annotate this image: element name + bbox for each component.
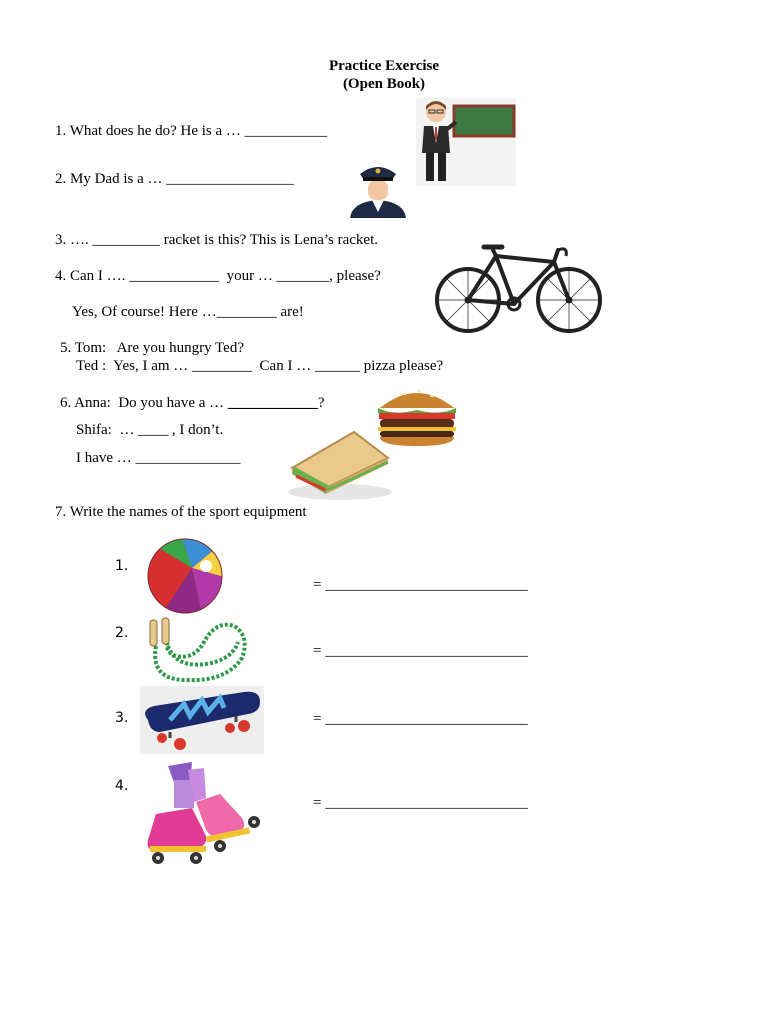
question-1: 1. What does he do? He is a … ___________ xyxy=(55,123,328,139)
question-6-line-2: Shifa: … ____ , I don’t. xyxy=(76,422,224,438)
jump-rope-icon xyxy=(146,616,248,684)
equipment-answer-3: = ___________________________ xyxy=(313,711,528,727)
skateboard-icon xyxy=(140,686,264,754)
question-2: 2. My Dad is a … _________________ xyxy=(55,171,294,187)
question-4: 4. Can I …. ____________ your … _______, please? xyxy=(55,268,381,284)
question-6-line-1: 6. Anna: Do you have a … ____________? xyxy=(60,395,325,411)
roller-skates-icon xyxy=(146,762,266,866)
equipment-answer-4: = ___________________________ xyxy=(313,795,528,811)
question-5-line-1: 5. Tom: Are you hungry Ted? xyxy=(60,340,244,356)
page-subtitle: (Open Book) xyxy=(342,76,426,92)
equipment-number-3: 3. xyxy=(115,710,129,726)
question-4-answer: Yes, Of course! Here …________ are! xyxy=(72,304,304,320)
equipment-answer-1: = ___________________________ xyxy=(313,577,528,593)
page-title: Practice Exercise xyxy=(328,58,440,74)
question-6-line-3: I have … ______________ xyxy=(76,450,241,466)
equipment-answer-2: = ___________________________ xyxy=(313,643,528,659)
question-5-line-2: Ted : Yes, I am … ________ Can I … ______ pizza please? xyxy=(76,358,444,374)
equipment-number-4: 4. xyxy=(115,778,129,794)
question-3: 3. …. _________ racket is this? This is Lena’s racket. xyxy=(55,232,378,248)
teacher-icon xyxy=(416,98,516,186)
question-7: 7. Write the names of the sport equipment xyxy=(55,504,307,520)
bicycle-icon xyxy=(434,242,604,336)
equipment-number-1: 1. xyxy=(115,558,129,574)
beach-ball-icon xyxy=(142,538,228,614)
pilot-icon xyxy=(348,162,408,218)
underlined-blank: ____________ xyxy=(227,395,318,411)
sandwich-icon xyxy=(286,430,394,500)
equipment-number-2: 2. xyxy=(115,625,129,641)
